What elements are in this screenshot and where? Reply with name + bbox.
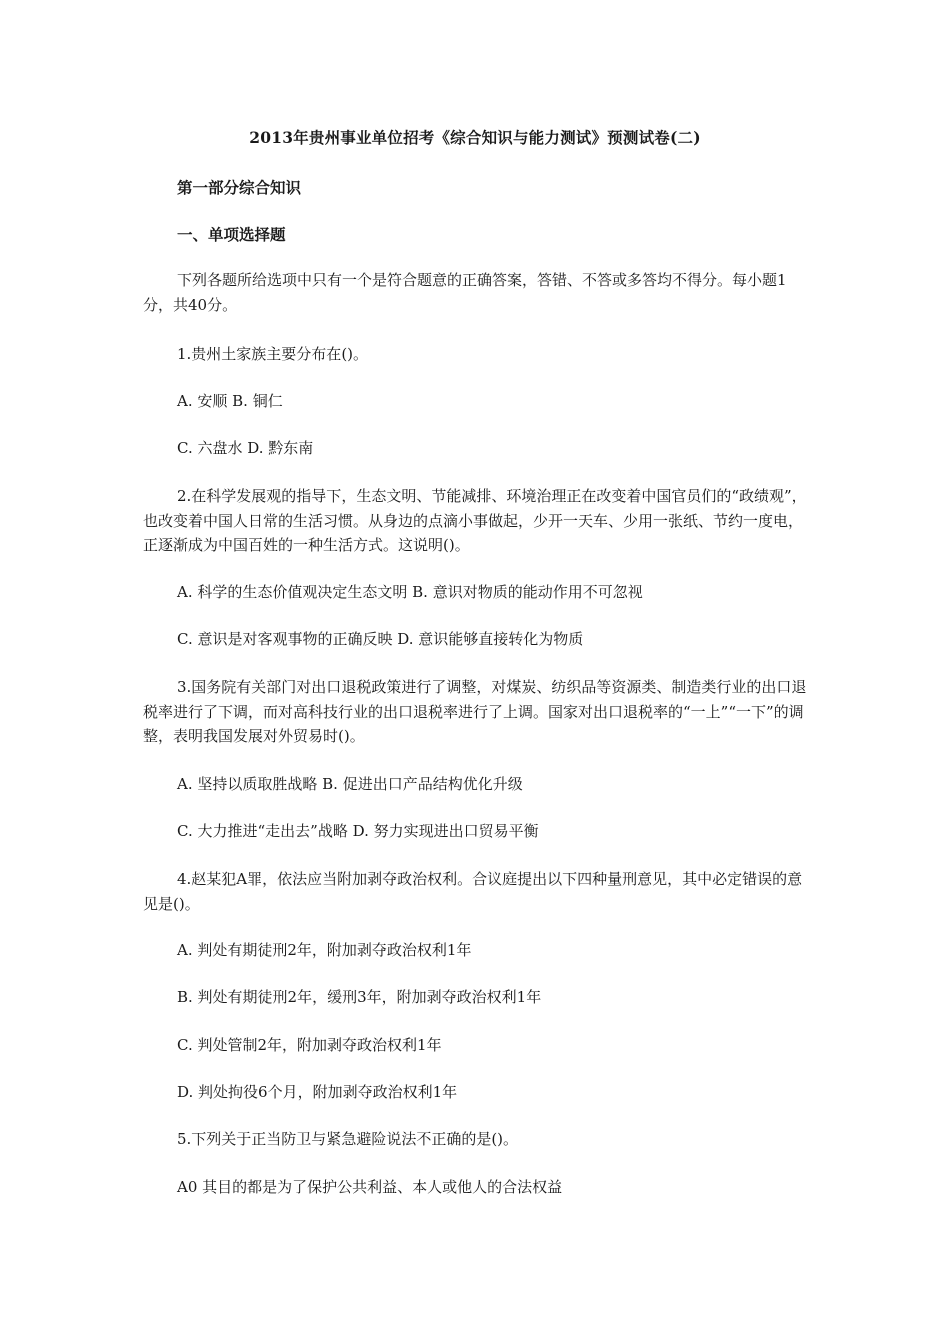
question-3-options-ab: A. 坚持以质取胜战略 B. 促进出口产品结构优化升级 <box>177 775 523 793</box>
question-4-option-c: C. 判处管制2年，附加剥夺政治权利1年 <box>177 1036 442 1054</box>
question-2-stem: 2.在科学发展观的指导下，生态文明、节能减排、环境治理正在改变着中国官员们的“政绩观”，也改变着中国人日常的生活习惯。从身边的点滴小事做起，少开一天车、少用一张纸、节约一度电，正逐渐成为中国百姓的一种生活方式。这说明()。 <box>143 487 807 554</box>
question-1-options-cd: C. 六盘水 D. 黔东南 <box>177 439 314 457</box>
question-4-option-d: D. 判处拘役6个月，附加剥夺政治权利1年 <box>177 1083 458 1101</box>
question-2-options-ab: A. 科学的生态价值观决定生态文明 B. 意识对物质的能动作用不可忽视 <box>177 583 643 601</box>
question-4-option-b: B. 判处有期徒刑2年，缓刑3年，附加剥夺政治权利1年 <box>177 988 542 1006</box>
question-5-stem: 5.下列关于正当防卫与紧急避险说法不正确的是()。 <box>177 1130 519 1148</box>
question-5-option-a: A0 其目的都是为了保护公共利益、本人或他人的合法权益 <box>177 1178 563 1196</box>
instructions-paragraph: 下列各题所给选项中只有一个是符合题意的正确答案，答错、不答或多答均不得分。每小题1分，共40分。 <box>143 271 787 314</box>
question-4-stem: 4.赵某犯A罪，依法应当附加剥夺政治权利。合议庭提出以下四种量刑意见，其中必定错误的意见是()。 <box>143 870 803 913</box>
question-3-stem: 3.国务院有关部门对出口退税政策进行了调整，对煤炭、纺织品等资源类、制造类行业的出口退税率进行了下调，而对高科技行业的出口退税率进行了上调。国家对出口退税率的“一上”“一下”的调整，表明我国发展对外贸易时()。 <box>143 678 807 745</box>
question-1-stem: 1.贵州土家族主要分布在()。 <box>177 345 369 363</box>
part-heading: 第一部分综合知识 <box>177 178 302 197</box>
question-2-options-cd: C. 意识是对客观事物的正确反映 D. 意识能够直接转化为物质 <box>177 630 584 648</box>
question-3-options-cd: C. 大力推进“走出去”战略 D. 努力实现进出口贸易平衡 <box>177 822 539 840</box>
question-4-option-a: A. 判处有期徒刑2年，附加剥夺政治权利1年 <box>177 941 472 959</box>
document-title: 2013年贵州事业单位招考《综合知识与能力测试》预测试卷(二) <box>249 128 701 147</box>
question-1-options-ab: A. 安顺 B. 铜仁 <box>177 392 283 410</box>
section-heading: 一、单项选择题 <box>177 225 286 244</box>
